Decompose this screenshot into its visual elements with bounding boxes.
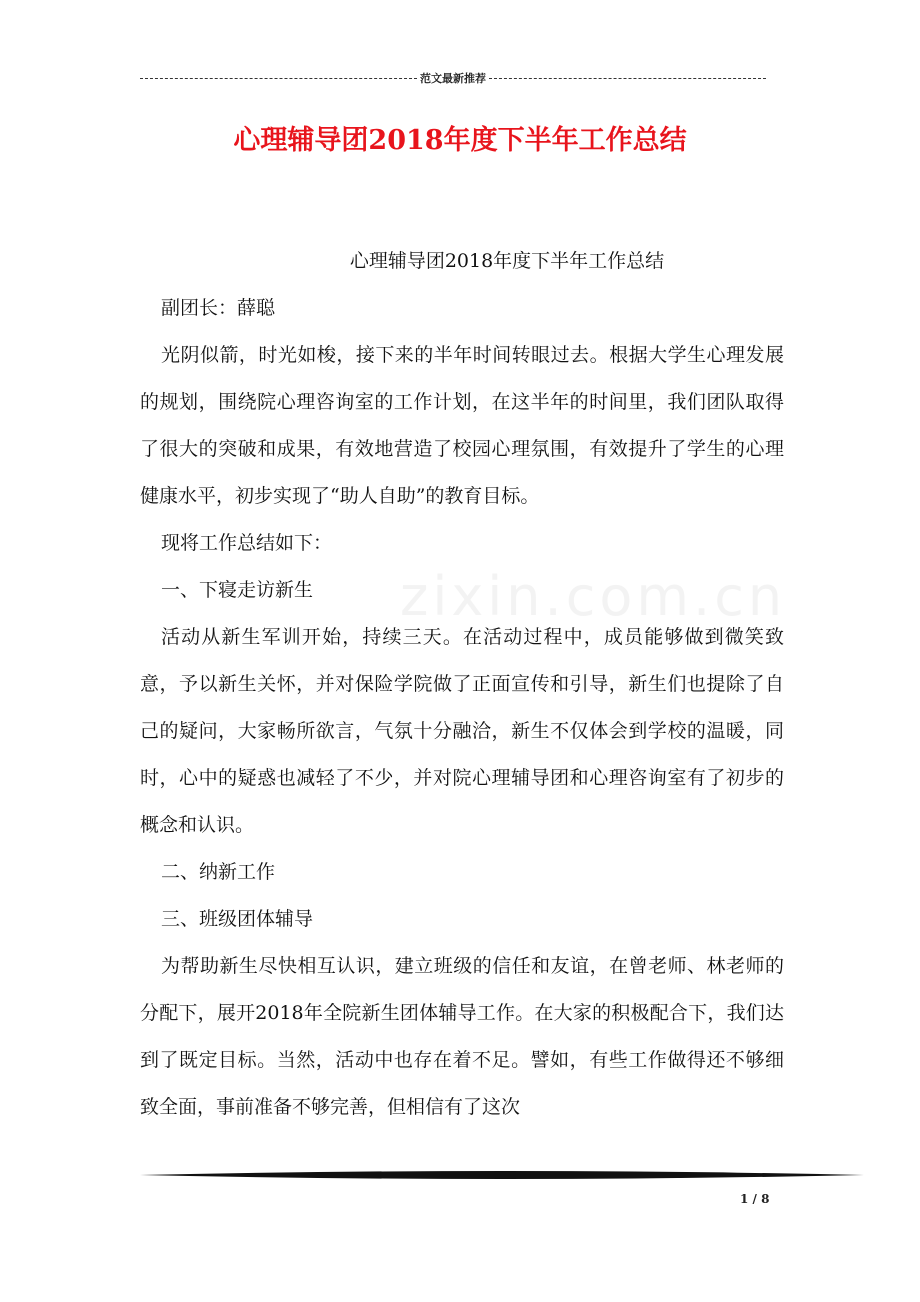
header-dash-left: [140, 78, 417, 79]
author-line: 副团长：薛聪: [161, 297, 276, 319]
document-subtitle: 心理辅导团2018年度下半年工作总结: [349, 250, 665, 272]
header-label: 范文最新推荐: [420, 72, 486, 85]
paragraph-section-1: 活动从新生军训开始，持续三天。在活动过程中，成员能够做到微笑致意，予以新生关怀，并对保险学院做了正面宣传和引导，新生们也提除了自己的疑问，大家畅所欲言，气氛十分融洽，新生不仅体会到学校的温暖，同时，心中的疑惑也减轻了不少，并对院心理辅导团和心理咨询室有了初步的概念和认识。: [140, 626, 784, 836]
section-heading-2: 二、纳新工作: [161, 861, 276, 883]
document-body: [140, 238, 787, 1131]
section-heading-1: 一、下寝走访新生: [161, 579, 314, 601]
header-dash-right: [489, 78, 766, 79]
footer-rule-graphic: [140, 1168, 864, 1182]
header-rule: [140, 70, 766, 86]
watermark: zixin.com.cn: [400, 565, 787, 628]
paragraph-summary-lead: 现将工作总结如下：: [161, 532, 333, 554]
page-number: 1 / 8: [740, 1192, 770, 1206]
document-title: 心理辅导团2018年度下半年工作总结: [233, 125, 687, 156]
paragraph-intro: 光阴似箭，时光如梭，接下来的半年时间转眼过去。根据大学生心理发展的规划，围绕院心理咨询室的工作计划，在这半年的时间里，我们团队取得了很大的突破和成果，有效地营造了校园心理氛围，有效提升了学生的心理健康水平，初步实现了“助人自助”的教育目标。: [140, 344, 784, 507]
paragraph-section-3: 为帮助新生尽快相互认识，建立班级的信任和友谊，在曾老师、林老师的分配下，展开2018年全院新生团体辅导工作。在大家的积极配合下，我们达到了既定目标。当然，活动中也存在着不足。譬如，有些工作做得还不够细致全面，事前准备不够完善，但相信有了这次: [140, 955, 784, 1118]
section-heading-3: 三、班级团体辅导: [161, 908, 314, 930]
footer-rule: [140, 1168, 864, 1182]
